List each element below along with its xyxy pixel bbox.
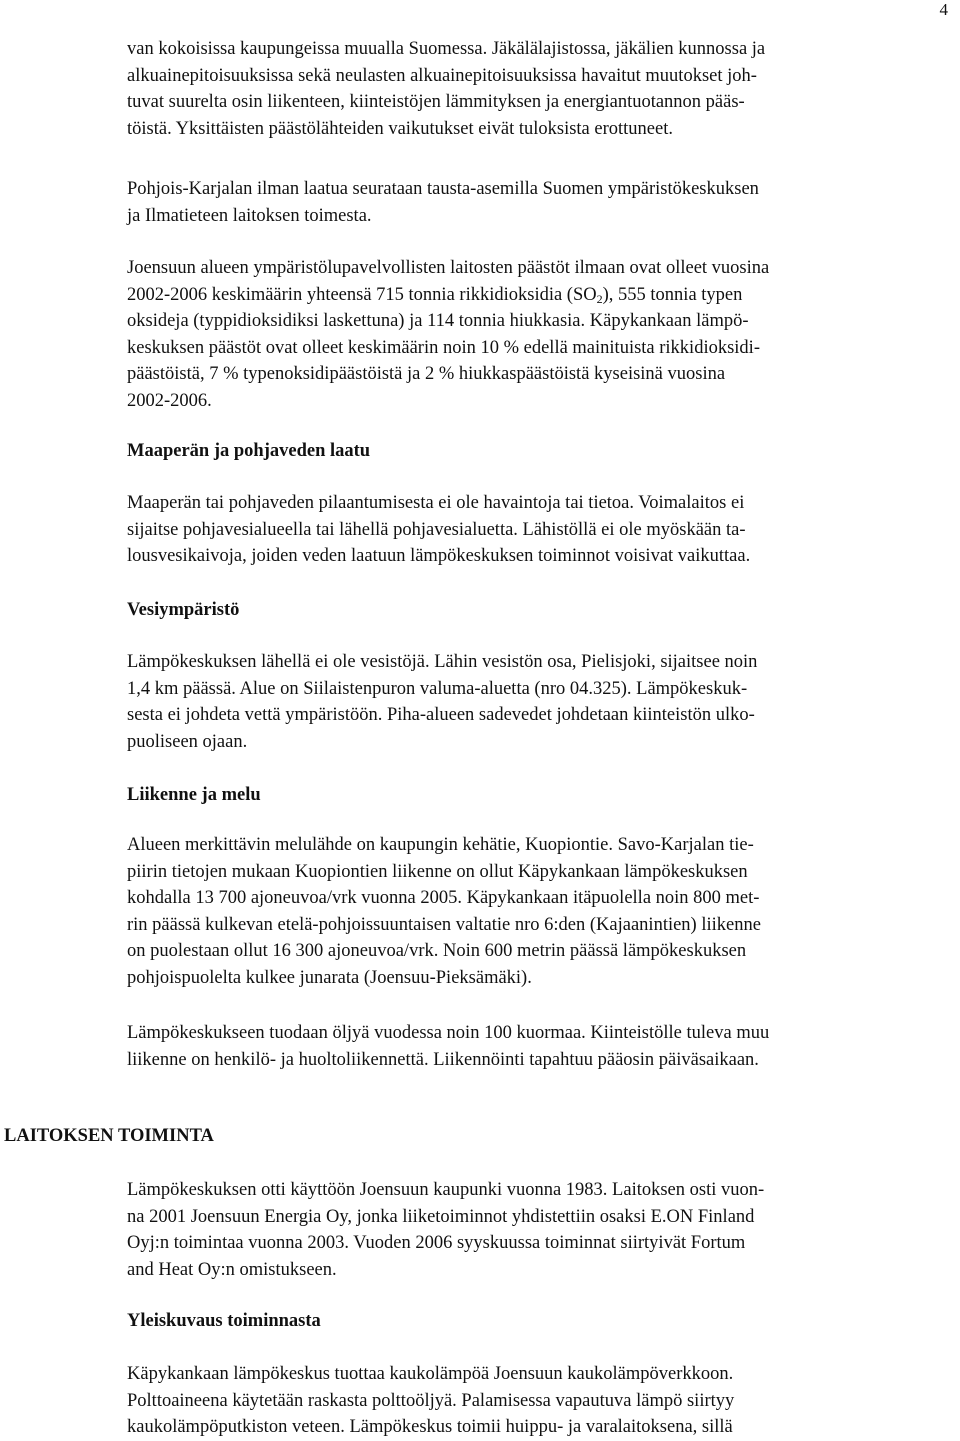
text-line: Oyj:n toimintaa vuonna 2003. Vuoden 2006 syyskuussa toiminnat siirtyivät Fortum [127,1233,746,1253]
text-line: Joensuun alueen ympäristölupavelvollisten laitosten päästöt ilmaan ovat olleet vuosina [127,258,770,278]
paragraph-water [127,649,917,755]
text-line: sesta ei johdeta vettä ympäristöön. Piha-alueen sadevedet johdetaan kiinteistön ulko- [127,705,755,725]
text-line: Lämpökeskuksen otti käyttöön Joensuun kaupunki vuonna 1983. Laitoksen osti vuon- [127,1180,765,1200]
paragraph-ownership [127,1177,917,1283]
paragraph-soil [127,490,917,570]
text-line: oksideja (typpidioksidiksi laskettuna) ja 114 tonnia hiukkasia. Käpykankaan lämpö- [127,311,749,331]
text-line: puoliseen ojaan. [127,731,248,752]
text-line: töistä. Yksittäisten päästölähteiden vaikutukset eivät tuloksista erottuneet. [127,118,673,139]
text-line: Lämpökeskuksen lähellä ei ole vesistöjä. Lähin vesistön osa, Pielisjoki, sijaitsee noin [127,652,758,672]
text-line: Käpykankaan lämpökeskus tuottaa kaukolämpöä Joensuun kaukolämpöverkkoon. [127,1364,734,1384]
text-line: alkuainepitoisuuksissa sekä neulasten alkuainepitoisuuksissa havaitut muutokset joh- [127,65,757,86]
text-fragment: 2002-2006 keskimäärin yhteensä 715 tonnia rikkidioksidia (SO [127,284,597,305]
text-line: kaukolämpöputkiston veteen. Lämpökeskus toimii huippu- ja varalaitoksena, sillä [127,1417,733,1437]
paragraph-overview [127,1361,917,1441]
text-line: päästöistä, 7 % typenoksidipäästöistä ja 2 % hiukkaspäästöistä kyseisinä vuosina [127,364,726,384]
text-line: keskuksen päästöt ovat olleet keskimäärin noin 10 % edellä mainituista rikkidioksidi- [127,337,760,358]
text-fragment: ), 555 tonnia typen [602,284,743,305]
text-line: ja Ilmatieteen laitoksen toimesta. [127,205,372,226]
text-line: 2002-2006. [127,390,212,411]
main-heading-operations: LAITOKSEN TOIMINTA [4,1126,214,1146]
text-line: Polttoaineena käytetään raskasta polttoöljyä. Palamisessa vapautuva lämpö siirtyy [127,1390,735,1411]
text-line: piirin tietojen mukaan Kuopiontien liikenne on ollut Käpykankaan lämpökeskuksen [127,861,748,882]
text-line: Maaperän tai pohjaveden pilaantumisesta ei ole havaintoja tai tietoa. Voimalaitos ei [127,493,745,513]
section-heading-water: Vesiympäristö [127,600,240,620]
paragraph-monitoring [127,176,917,229]
paragraph-emissions [127,255,917,414]
section-heading-traffic: Liikenne ja melu [127,785,261,805]
text-line: kohdalla 13 700 ajoneuvoa/vrk vuonna 2005. Käpykankaan itäpuolella noin 800 met- [127,888,760,908]
text-line: lousvesikaivoja, joiden veden laatuun lämpökeskuksen toiminnot voisivat vaikuttaa. [127,546,751,566]
text-line: and Heat Oy:n omistukseen. [127,1259,337,1280]
section-heading-soil: Maaperän ja pohjaveden laatu [127,441,371,461]
text-line: Pohjois-Karjalan ilman laatua seurataan tausta-asemilla Suomen ympäristökeskuksen [127,179,759,199]
paragraph-oil-deliveries [127,1020,917,1073]
page-number: 4 [939,0,948,19]
text-line: pohjoispuolelta kulkee junarata (Joensuu-Pieksämäki). [127,967,532,988]
section-heading-overview: Yleiskuvaus toiminnasta [127,1311,321,1331]
text-line: Alueen merkittävin melulähde on kaupungin kehätie, Kuopiontie. Savo-Karjalan tie- [127,835,754,855]
text-line: van kokoisissa kaupungeissa muualla Suomessa. Jäkälälajistossa, jäkälien kunnossa ja [127,39,766,59]
text-line: 1,4 km päässä. Alue on Siilaistenpuron valuma-aluetta (nro 04.325). Lämpökeskuk- [127,678,748,699]
paragraph-air-quality-effects [127,36,917,142]
text-line: Lämpökeskukseen tuodaan öljyä vuodessa noin 100 kuormaa. Kiinteistölle tuleva muu [127,1023,770,1043]
text-line: sijaitse pohjavesialueella tai lähellä pohjavesialuetta. Lähistöllä ei ole myöskään ta- [127,519,746,540]
text-line: na 2001 Joensuun Energia Oy, jonka liiketoiminnot yhdistettiin osaksi E.ON Finland [127,1206,755,1227]
text-line: on puolestaan ollut 16 300 ajoneuvoa/vrk. Noin 600 metrin päässä lämpökeskuksen [127,941,747,961]
text-line-with-subscript [127,282,917,309]
text-line: tuvat suurelta osin liikenteen, kiinteistöjen lämmityksen ja energiantuotannon pääs- [127,92,745,112]
text-line: liikenne on henkilö- ja huoltoliikennettä. Liikennöinti tapahtuu pääosin päiväsaikaan. [127,1049,759,1070]
text-line: rin päässä kulkevan etelä-pohjoissuuntaisen valtatie nro 6:den (Kajaanintien) liikenne [127,914,761,935]
subscript: 2 [596,291,603,306]
paragraph-traffic [127,832,917,991]
